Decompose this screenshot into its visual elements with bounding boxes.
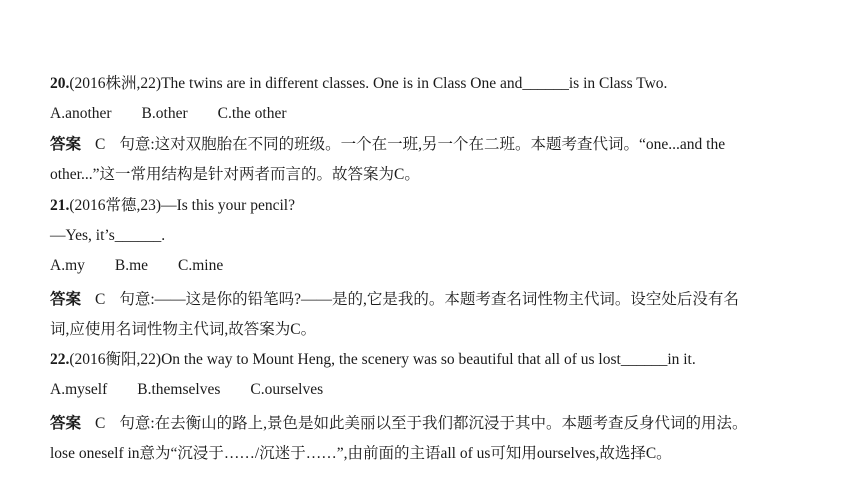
question-20-answer [50, 135, 725, 155]
question-text: (2016株洲,22)The twins are in different classes. One is in Class One and______is in Class Two. [69, 75, 668, 92]
question-20-options [50, 104, 316, 124]
question-22-answer [50, 414, 748, 434]
question-21-stem [50, 196, 295, 216]
question-number: 21. [50, 197, 70, 214]
explanation-line-2: other...”这一常用结构是针对两者而言的。故答案为C。 [50, 166, 420, 183]
question-21-options [50, 256, 253, 276]
answer-label: 答案 [50, 415, 82, 432]
explanation-line-1: 句意:这对双胞胎在不同的班级。一个在一班,另一个在二班。本题考查代词。“one...and the [119, 136, 726, 153]
option-b: B.themselves [137, 381, 221, 398]
question-text-reply: —Yes, it’s______. [50, 227, 166, 244]
question-text: (2016常德,23)—Is this your pencil? [69, 197, 295, 214]
answer-letter: C [95, 136, 106, 153]
question-number: 20. [50, 75, 70, 92]
answer-letter: C [95, 415, 106, 432]
option-c: C.the other [217, 105, 287, 122]
explanation-line-2: 词,应使用名词性物主代词,故答案为C。 [50, 321, 317, 338]
option-a: A.myself [50, 381, 108, 398]
answer-label: 答案 [50, 291, 82, 308]
option-a: A.my [50, 257, 85, 274]
question-20-explanation-cont [50, 165, 420, 185]
option-a: A.another [50, 105, 112, 122]
explanation-line-2: lose oneself in意为“沉浸于……/沉迷于……”,由前面的主语all of us可知用ourselves,故选择C。 [50, 445, 672, 462]
option-b: B.other [141, 105, 188, 122]
question-21-stem-reply [50, 226, 165, 246]
option-c: C.ourselves [250, 381, 324, 398]
question-21-answer [50, 290, 739, 310]
option-b: B.me [114, 257, 149, 274]
question-text: (2016衡阳,22)On the way to Mount Heng, the scenery was so beautiful that all of us lost______in it. [69, 351, 696, 368]
question-20-stem [50, 74, 667, 94]
question-22-options [50, 380, 353, 400]
question-21-explanation-cont [50, 320, 316, 340]
option-c: C.mine [178, 257, 224, 274]
answer-label: 答案 [50, 136, 82, 153]
answer-letter: C [95, 291, 106, 308]
explanation-line-1: 句意:——这是你的铅笔吗?——是的,它是我的。本题考查名词性物主代词。设空处后没有名 [119, 291, 739, 308]
explanation-line-1: 句意:在去衡山的路上,景色是如此美丽以至于我们都沉浸于其中。本题考查反身代词的用法。 [119, 415, 748, 432]
question-22-explanation-cont [50, 444, 672, 464]
question-22-stem [50, 350, 696, 370]
question-number: 22. [50, 351, 70, 368]
